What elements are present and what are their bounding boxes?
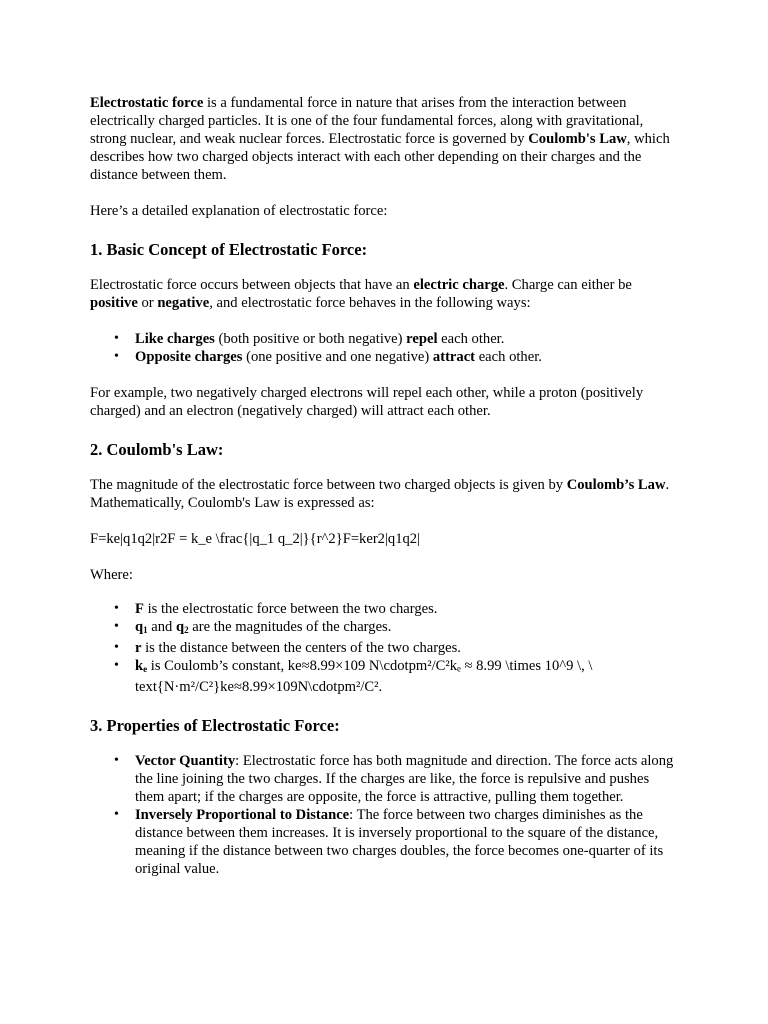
section2-list bbox=[90, 600, 680, 696]
list-item: • Opposite charges (one positive and one negative) attract each other. bbox=[135, 348, 680, 366]
list-item: • Like charges (both positive or both negative) repel each other. bbox=[135, 330, 680, 348]
lead-paragraph: Here’s a detailed explanation of electrostatic force: bbox=[90, 203, 388, 219]
section2-paragraph: The magnitude of the electrostatic force between two charged objects is given by Coulomb’s Law. Mathematically, Coulomb's Law is expressed as: bbox=[90, 477, 670, 511]
list-item: • r is the distance between the centers of the two charges. bbox=[135, 639, 680, 657]
list-item: • $k_e$ is Coulomb’s constant, ke≈8.99×109 N\cdotpm²/C²kₑ ≈ 8.99 \times 10^9 \, \ text{N·m²/C²}ke≈8.99×109N\cdotpm²/C². bbox=[135, 657, 680, 696]
where-label: Where: bbox=[90, 567, 133, 583]
document-page bbox=[90, 94, 680, 878]
list-item: • $q_1$ and $q_2$ are the magnitudes of the charges. bbox=[135, 618, 680, 639]
section1-paragraph: Electrostatic force occurs between objects that have an electric charge. Charge can either be positive or negative, and electrostatic force behaves in the following ways: bbox=[90, 277, 632, 311]
section2-heading: 2. Coulomb's Law: bbox=[90, 440, 224, 459]
section1-list bbox=[90, 330, 680, 366]
section3-heading: 3. Properties of Electrostatic Force: bbox=[90, 716, 340, 735]
section1-heading: 1. Basic Concept of Electrostatic Force: bbox=[90, 240, 368, 259]
intro-paragraph: Electrostatic force is a fundamental force in nature that arises from the interaction between electrically charged particles. It is one of the four fundamental forces, along with gravitational, strong nuclear, and weak nuclear forces. Electrostatic force is governed by Coulomb's Law, which describes how two charged objects interact with each other depending on their charges and the distance between them. bbox=[90, 95, 670, 183]
example-paragraph: For example, two negatively charged electrons will repel each other, while a proton (positively charged) and an electron (negatively charged) will attract each other. bbox=[90, 385, 644, 419]
section3-list bbox=[90, 752, 680, 878]
formula-text: F=ke|q1q2|r2F = k_e \frac{|q_1 q_2|}{r^2}F=ker2|q1q2| bbox=[90, 531, 421, 547]
list-item: • Inversely Proportional to Distance: The force between two charges diminishes as the distance between them increases. It is inversely proportional to the square of the distance, meaning if the distance between two charges doubles, the force becomes one-quarter of its original value. bbox=[135, 806, 680, 878]
list-item: • Vector Quantity: Electrostatic force has both magnitude and direction. The force acts along the line joining the two charges. If the charges are like, the force is repulsive and pushes them apart; if the charges are opposite, the force is attractive, pulling them together. bbox=[135, 752, 680, 806]
list-item: • F is the electrostatic force between the two charges. bbox=[135, 600, 680, 618]
